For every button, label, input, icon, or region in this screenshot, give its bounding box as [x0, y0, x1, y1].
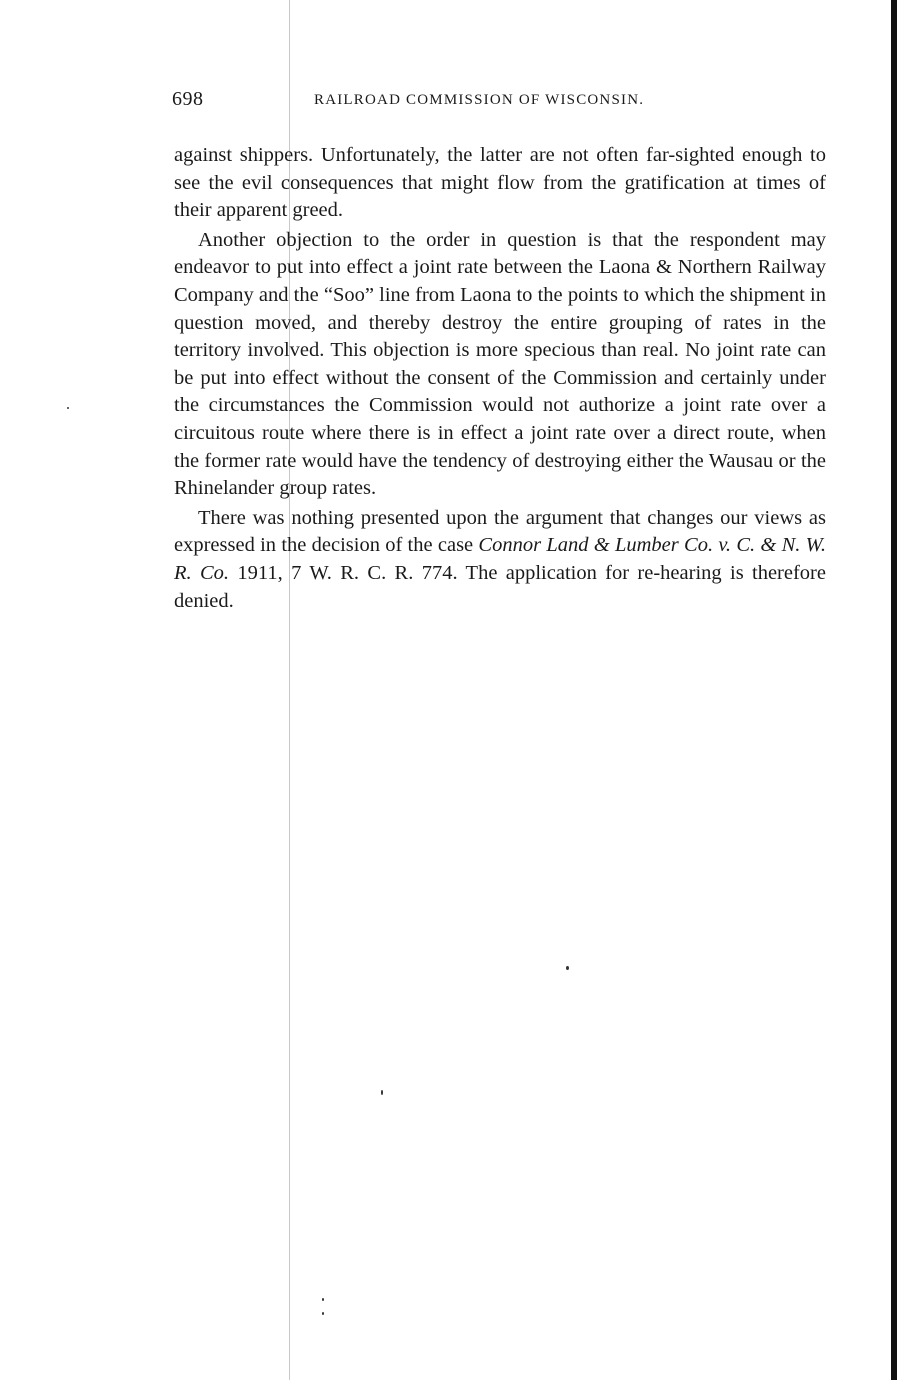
scan-speck — [566, 966, 569, 970]
paragraph-objection: Another objection to the order in question is that the respondent may endeavor to put into effect a joint rate between the Laona & Northern Railway Company and the “Soo” line from Laona to the points to which the shipment in question moved, and thereby destroy the entire grouping of rates in the territory involved. This objection is more specious than real. No joint rate can be put into effect without the consent of the Commission and certainly under the circumstances the Commission would not authorize a joint rate over a circuitous route where there is in effect a joint rate over a direct route, when the former rate would have the tendency of destroying either the Wausau or the Rhinelander group rates. — [174, 228, 826, 500]
scan-speck — [381, 1090, 383, 1095]
body-text — [174, 142, 826, 617]
running-head: RAILROAD COMMISSION OF WISCONSIN. — [314, 92, 645, 108]
paragraph-conclusion — [174, 505, 826, 615]
conclusion-text-after: 1911, 7 W. R. C. R. 774. The application for re-hearing is therefore denied. — [174, 561, 826, 612]
scan-speck — [322, 1312, 324, 1315]
conclusion-text-before: There was nothing presented upon the argument that changes our views as expressed in the decision of the case — [174, 506, 826, 557]
scan-speck — [322, 1298, 324, 1301]
page-number: 698 — [172, 88, 204, 110]
scan-edge-border — [891, 0, 897, 1380]
case-citation: Connor Land & Lumber Co. v. C. & N. W. R. Co. — [174, 534, 826, 584]
paragraph-continued: against shippers. Unfortunately, the latter are not often far-sighted enough to see the evil consequences that might flow from the gratification at times of their apparent greed. — [174, 144, 826, 222]
scan-speck — [67, 407, 69, 409]
page-header — [172, 88, 826, 114]
